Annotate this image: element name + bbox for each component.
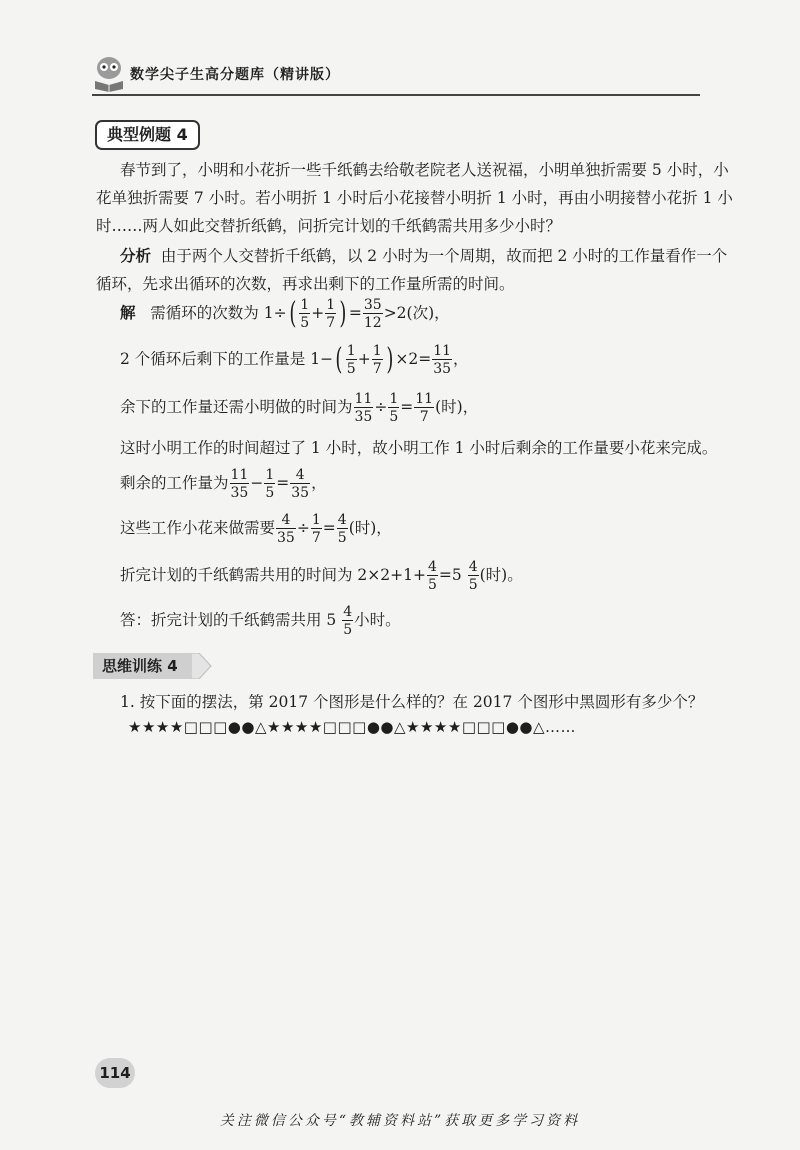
book-title: 数学尖子生高分题库（精讲版） [130, 67, 340, 83]
page-number: 114 [95, 1058, 135, 1088]
sol1-text: 需循环的次数为 1÷ [150, 304, 287, 322]
fraction: $\frac{1}{7}$ [311, 512, 321, 546]
shape-pattern: ★★★★□□□●●△★★★★□□□●●△★★★★□□□●●△…… [128, 718, 577, 736]
fraction: $\frac{11}{35}$ [230, 467, 249, 501]
problem-line-1: 春节到了，小明和小花折一些千纸鹤去给敬老院老人送祝福，小明单独折需要 5 小时，小 [120, 161, 729, 179]
answer-line: 答：折完计划的千纸鹤需共用 5 $\frac{4}{5}$ 小时。 [120, 604, 401, 638]
sol1-tail: >2(次)， [383, 304, 450, 322]
left-paren: ( [288, 296, 296, 331]
fraction: $\frac{1}{5}$ [265, 467, 275, 501]
left-paren: ( [335, 342, 343, 377]
training-label-text: 思维训练 4 [93, 653, 191, 679]
solution-lead: 解 [120, 304, 136, 322]
right-paren: ) [385, 342, 394, 377]
fraction: $\frac{1}{7}$ [326, 297, 336, 331]
fraction: $\frac{1}{7}$ [372, 343, 382, 377]
example-label: 典型例题 4 [95, 120, 200, 150]
solution-line-1: 解 需循环的次数为 1÷( $\frac{1}{5}$ + $\frac{1}{7}$ ) = $\frac{35}{12}$ >2(次)， [120, 296, 450, 331]
book-owl-icon [92, 54, 126, 92]
solution-line-7: 折完计划的千纸鹤需共用的时间为 2×2+1+ $\frac{4}{5}$ =5 $\frac{4}{5}$ (时)。 [120, 559, 523, 593]
solution-line-3: 余下的工作量还需小明做的时间为 $\frac{11}{35}$ ÷ $\frac{1}{5}$ = $\frac{11}{7}$ (时)， [120, 391, 479, 425]
problem-line-2: 花单独折需要 7 小时。若小明折 1 小时后小花接替小明折 1 小时，再由小明接替小花折 1 小 [96, 189, 733, 207]
fraction: $\frac{1}{5}$ [389, 391, 399, 425]
right-paren: ) [339, 296, 347, 331]
fraction: $\frac{11}{35}$ [354, 391, 373, 425]
arrow-tag-icon [191, 653, 213, 679]
fraction: $\frac{1}{5}$ [346, 343, 356, 377]
header-divider [92, 94, 700, 96]
fraction: $\frac{4}{35}$ [291, 467, 310, 501]
footer-note: 关注微信公众号“教辅资料站”获取更多学习资料 [219, 1113, 581, 1129]
analysis-line-2: 循环，先求出循环的次数，再求出剩下的工作量所需的时间。 [96, 275, 515, 293]
fraction: $\frac{4}{5}$ [468, 559, 478, 593]
analysis-lead: 分析 [120, 247, 152, 265]
fraction: $\frac{4}{5}$ [337, 512, 347, 546]
fraction: $\frac{4}{35}$ [277, 512, 295, 546]
fraction: $\frac{11}{7}$ [415, 391, 434, 425]
solution-line-6: 这些工作小花来做需要 $\frac{4}{35}$ ÷ $\frac{1}{7}$ = $\frac{4}{5}$ (时)， [120, 512, 392, 546]
solution-line-4: 这时小明工作的时间超过了 1 小时，故小明工作 1 小时后剩余的工作量要小花来完成。 [120, 439, 718, 457]
analysis-text-1: 由于两个人交替折千纸鹤，以 2 小时为一个周期，故而把 2 小时的工作量看作一个 [160, 247, 728, 265]
problem-line-3: 时……两人如此交替折纸鹤，问折完计划的千纸鹤需共用多少小时？ [96, 217, 562, 235]
fraction: $\frac{35}{12}$ [363, 297, 382, 331]
solution-line-2: 2 个循环后剩下的工作量是 1−( $\frac{1}{5}$ + $\frac{1}{7}$ ) ×2= $\frac{11}{35}$ ， [120, 342, 469, 377]
analysis-line-1 [120, 244, 727, 266]
fraction: $\frac{4}{5}$ [343, 604, 353, 638]
fraction: $\frac{4}{5}$ [427, 559, 437, 593]
fraction: $\frac{11}{35}$ [433, 343, 452, 377]
solution-line-5: 剩余的工作量为 $\frac{11}{35}$ − $\frac{1}{5}$ = $\frac{4}{35}$ ， [120, 467, 327, 501]
fraction: $\frac{1}{5}$ [300, 297, 310, 331]
training-question-1: 1. 按下面的摆法，第 2017 个图形是什么样的？在 2017 个图形中黑圆形有多少个？ [120, 693, 704, 711]
